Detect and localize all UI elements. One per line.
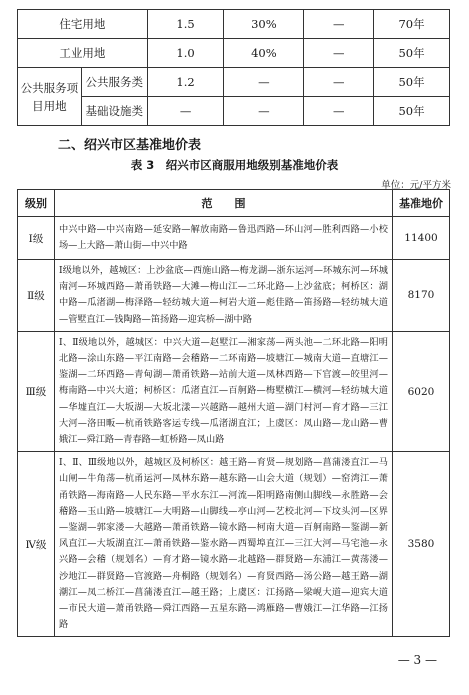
table-cell: 1.2 <box>147 68 224 97</box>
unit-label: 单位：元/平方米 <box>381 180 451 191</box>
range-cell: Ⅰ、Ⅱ、Ⅲ级地以外，越城区及柯桥区：越王路—育贤—规划路—菖蒲溇直江—马山闸—牛角荡—杭甬运河—凤林东路—越东路—山会大道（规划）—窑湾江—萧甬铁路—海南路—人民东路—平水东江—河流—阳明路南侧山脚线—永胜路—会稽路—玉山路—坡塘江—大明路—山脚线—亭山河—艺校北河—下坟头河—区界—鉴湖—郭家溇—大越路—萧甬铁路—镜水路—柯南大道—百舸南路—鉴湖—新风直江—大坂湖直江—萧甬铁路—鉴水路—西蜀埠直江—三江大河—马宅池—永兴路—会稽（规划名）—育才路—镜水路—北越路—群贤路—东浦江—黄荡溇—沙地江—群贤路—官渡路—舟桐路（规划名）—育贤西路—汤公路—越王路—湖潮江—凤二桥江—菖蒲溇直江—越王路；上虞区：江扬路—梁岘大道—迎宾大道—市民大道—萧甬铁路—舜江西路—五星东路—鸿雁路—曹娥江—江华路—江扬路 <box>55 452 393 637</box>
price-cell: 11400 <box>393 217 450 260</box>
table-cell: 30% <box>224 10 304 39</box>
table-cell: 50年 <box>374 68 450 97</box>
land-use-table <box>17 9 450 126</box>
table-cell: 70年 <box>374 10 450 39</box>
table-cell: — <box>147 97 224 126</box>
price-cell: 6020 <box>393 331 450 451</box>
table-cell: 50年 <box>374 97 450 126</box>
level-cell: Ⅰ级 <box>18 217 55 260</box>
table-row <box>18 260 450 332</box>
price-cell: 3580 <box>393 452 450 637</box>
section-heading: 二、绍兴市区基准地价表 <box>58 138 202 153</box>
land-use-label: 基础设施类 <box>81 97 147 126</box>
header-price: 基准地价 <box>393 190 450 217</box>
level-cell: Ⅳ级 <box>18 452 55 637</box>
table-row <box>18 39 450 68</box>
table-title: 表 3 绍兴市区商服用地级别基准地价表 <box>130 158 339 172</box>
header-level: 级别 <box>18 190 55 217</box>
table-cell: 1.0 <box>147 39 224 68</box>
table-cell: — <box>224 68 304 97</box>
price-cell: 8170 <box>393 260 450 332</box>
benchmark-price-table <box>17 189 450 637</box>
table-cell: — <box>304 97 374 126</box>
category-cell: 公共服务项目用地 <box>18 68 82 126</box>
range-cell: Ⅰ级地以外，越城区：上沙盆底—西施山路—梅龙湖—浙东运河—环城东河—环城南河—环城西路—萧甬铁路—大滩—梅山江—二环北路—上沙盆底；柯桥区：湖中路—瓜渚湖—梅泽路—轻纺城大道—柯岩大道—彪佳路—笛扬路—轻纺城大道—管墅直江—钱陶路—笛扬路—迎宾桥—湖中路 <box>55 260 393 332</box>
table-cell: — <box>304 39 374 68</box>
table-cell: — <box>304 10 374 39</box>
table-row <box>18 68 450 97</box>
table-cell: 50年 <box>374 39 450 68</box>
table-cell: 40% <box>224 39 304 68</box>
table-row <box>18 10 450 39</box>
land-use-label: 住宅用地 <box>18 10 148 39</box>
range-cell: 中兴中路—中兴南路—延安路—解放南路—鲁迅西路—环山河—胜利西路—小校场—上大路—萧山街—中兴中路 <box>55 217 393 260</box>
header-range: 范 围 <box>55 190 393 217</box>
table-header-row <box>18 190 450 217</box>
table-cell: — <box>224 97 304 126</box>
level-cell: Ⅱ级 <box>18 260 55 332</box>
level-cell: Ⅲ级 <box>18 331 55 451</box>
table-cell: 1.5 <box>147 10 224 39</box>
land-use-label: 公共服务类 <box>81 68 147 97</box>
table-row <box>18 217 450 260</box>
table-row <box>18 331 450 451</box>
table-cell: — <box>304 68 374 97</box>
page-number: — 3 — <box>397 653 437 667</box>
range-cell: Ⅰ、Ⅱ级地以外，越城区：中兴大道—赵墅江—湘家荡—两头池—二环北路—阳明北路—涂山东路—平江南路—会稽路—二环南路—坡塘江—城南大道—直塘江—鉴湖—二环西路—青甸湖—萧甬铁路—站前大道—凤林西路—下官渡—皎里河—梅南路—中兴大道；柯桥区：瓜渚直江—百舸路—梅墅横江—横河—轻纺城大道—华墟直江—大坂湖—大坂北漾—兴越路—越州大道—湖门村河—育才路—三江大河—洛田畈—杭甬铁路客运专线—瓜渚湖直江；上虞区：凤山路—龙山路—曹娥江—舜江路—青春路—虹桥路—凤山路 <box>55 331 393 451</box>
table-row <box>18 452 450 637</box>
table-row <box>18 97 450 126</box>
land-use-label: 工业用地 <box>18 39 148 68</box>
